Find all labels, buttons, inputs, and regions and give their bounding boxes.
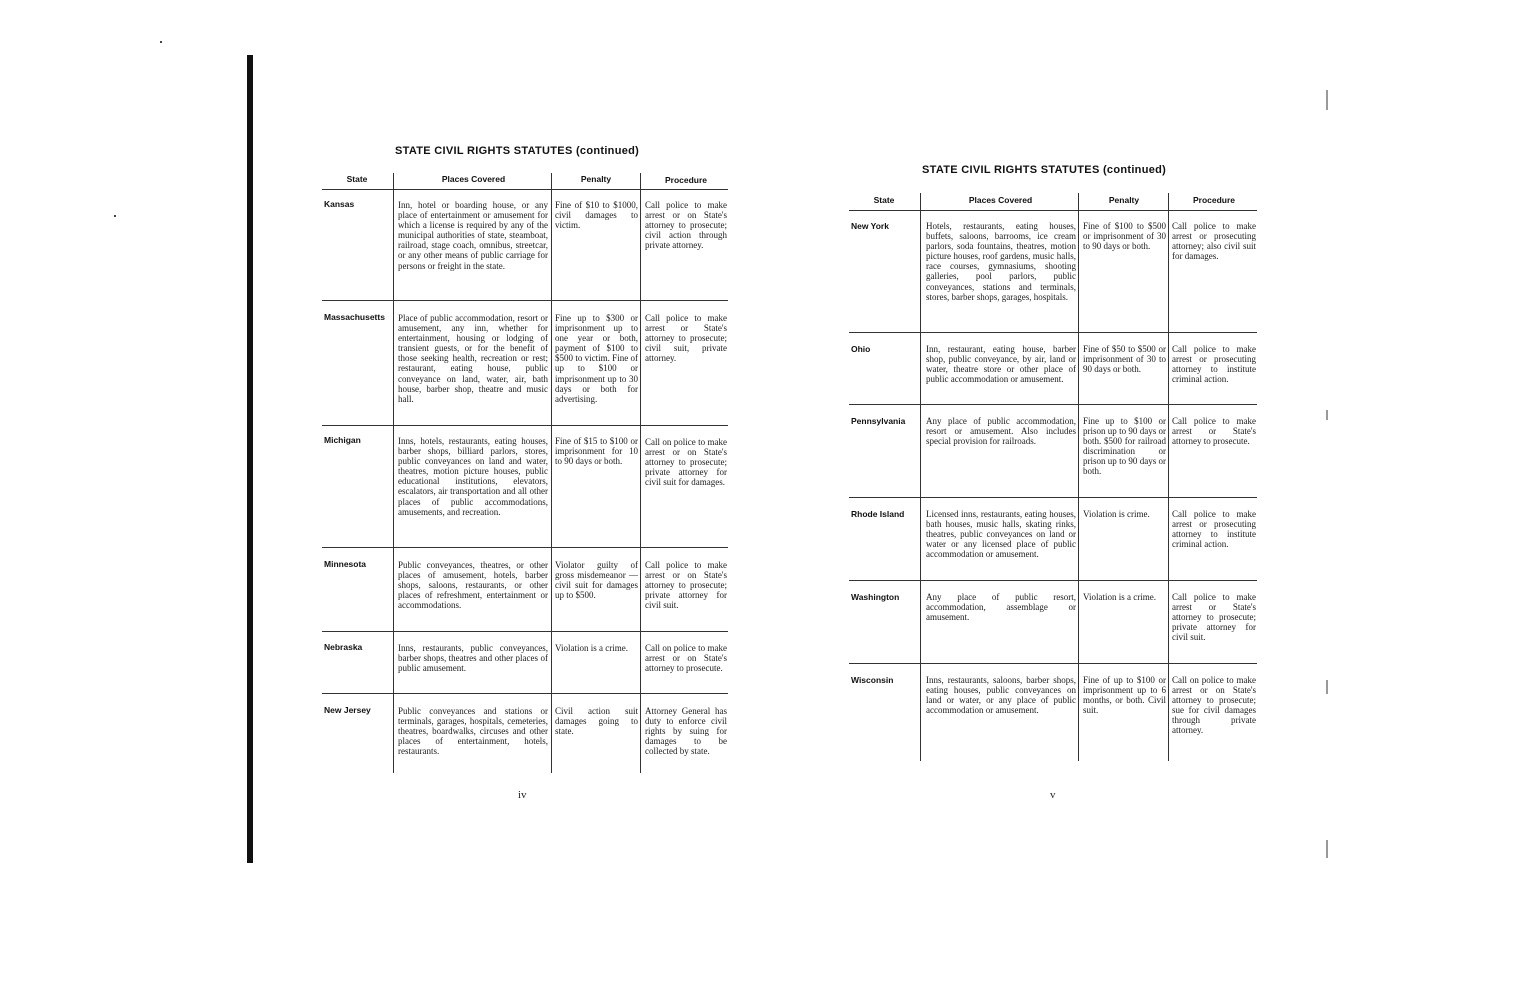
page-number: v: [1050, 789, 1056, 801]
page-edge-marks: [1326, 80, 1328, 900]
column-header-state: State: [346, 174, 368, 184]
places-covered: Hotels, restaurants, eating houses, buffets, saloons, barrooms, ice cream parlors, soda fountains, theatres, motion picture houses, roof gardens, music halls, race courses, gymnasiums, shooting galleries, pool parlors, public conveyances, stations and terminals, stores, barber shops, garages, hospitals.: [926, 221, 1076, 302]
state-name: Nebraska: [324, 642, 363, 652]
procedure: Attorney General has duty to enforce civil rights by suing for damages to be collected by state.: [645, 706, 727, 757]
state-name: New York: [851, 221, 889, 231]
scan-speck: [114, 215, 116, 217]
penalty: Violation is a crime.: [1083, 592, 1156, 602]
row-rule: [322, 425, 728, 426]
state-name: Michigan: [324, 435, 361, 445]
state-name: Rhode Island: [851, 509, 905, 519]
column-header-places: Places Covered: [968, 195, 1033, 205]
places-covered: Inns, hotels, restaurants, eating houses, barber shops, billiard parlors, stores, public conveyances on land and water, theatres, motion picture houses, public educational institutions, elevators, escalators, air transportation and all other places of public accommodations, amusements, and recreation.: [398, 436, 548, 517]
column-rule: [920, 193, 921, 761]
row-rule: [849, 497, 1257, 498]
column-rule: [640, 173, 641, 773]
column-header-procedure: Procedure: [664, 175, 708, 185]
binding-edge-shadow: [247, 55, 253, 863]
procedure: Call police to make arrest or State's attorney to prosecute; private attorney for civil suit.: [1172, 592, 1256, 643]
column-header-places: Places Covered: [441, 174, 506, 184]
places-covered: Inn, hotel or boarding house, or any place of entertainment or amusement for which a license is required by any of the municipal authorities of state, steamboat, railroad, stage coach, omnibus, streetcar, or any other means of public carriage for persons or freight in the state.: [398, 200, 548, 271]
page-title: STATE CIVIL RIGHTS STATUTES (continued): [922, 164, 1167, 176]
penalty: Fine of $50 to $500 or imprisonment of 30 to 90 days or both.: [1083, 344, 1166, 375]
places-covered: Public conveyances and stations or terminals, garages, hospitals, cemeteries, theatres, boardwalks, circuses and other places of entertainment, hotels, restaurants.: [398, 706, 548, 757]
state-name: Kansas: [324, 199, 355, 209]
procedure: Call police to make arrest or State's attorney to prosecute; civil suit, private attorney.: [645, 313, 727, 364]
procedure: Call police to make arrest or on State's attorney to prosecute; civil action through private attorney.: [645, 200, 727, 251]
procedure: Call police to make arrest or on State's attorney to prosecute; private attorney for civil suit.: [645, 560, 727, 611]
state-name: Ohio: [851, 344, 871, 354]
penalty: Fine up to $300 or imprisonment up to one year or both, payment of $100 to $500 to victim. Fine of up to $100 or imprisonment up to 30 days or both for advertising.: [555, 313, 638, 404]
places-covered: Any place of public resort, accommodation, assemblage or amusement.: [926, 592, 1076, 623]
row-rule: [849, 404, 1257, 405]
column-rule: [1168, 193, 1169, 761]
column-rule: [551, 173, 552, 773]
column-rule: [1078, 193, 1079, 761]
state-name: Massachusetts: [324, 312, 385, 322]
penalty: Civil action suit damages going to state.: [555, 706, 638, 737]
page-number: iv: [518, 789, 527, 801]
procedure: Call police to make arrest or prosecuting attorney; also civil suit for damages.: [1172, 221, 1256, 262]
scan-speck: [160, 41, 162, 43]
places-covered: Inns, restaurants, saloons, barber shops, eating houses, public conveyances on land or water, or any place of public accommodation or amusement.: [926, 675, 1076, 716]
places-covered: Place of public accommodation, resort or amusement, any inn, whether for entertainment, housing or lodging of transient guests, or for the benefit of those seeking health, recreation or rest; restaurant, eating house, public conveyance on land, water, air, bath house, barber shop, theatre and music hall.: [398, 313, 548, 404]
row-rule: [322, 631, 728, 632]
column-header-procedure: Procedure: [1192, 195, 1236, 205]
column-header-penalty: Penalty: [1108, 195, 1140, 205]
penalty: Fine of $100 to $500 or imprisonment of 30 to 90 days or both.: [1083, 221, 1166, 252]
penalty: Fine up to $100 or prison up to 90 days or both. $500 for railroad discrimination or prison up to 90 days or both.: [1083, 416, 1166, 477]
places-covered: Public conveyances, theatres, or other places of amusement, hotels, barber shops, saloons, restaurants, or other places of refreshment, entertainment or accommodations.: [398, 560, 548, 611]
procedure: Call police to make arrest or State's attorney to prosecute.: [1172, 416, 1256, 447]
state-name: Wisconsin: [851, 675, 894, 685]
column-rule: [393, 173, 394, 773]
penalty: Violator guilty of gross misdemeanor — civil suit for damages up to $500.: [555, 560, 638, 601]
places-covered: Inn, restaurant, eating house, barber shop, public conveyance, by air, land or water, theatre store or other place of public accommodation or amusement.: [926, 344, 1076, 385]
procedure: Call on police to make arrest or on State's attorney to prosecute; private attorney for civil suit for damages.: [645, 437, 727, 488]
procedure: Call on police to make arrest or on State's attorney to prosecute.: [645, 643, 727, 674]
row-rule: [322, 693, 728, 694]
row-rule: [849, 580, 1257, 581]
state-name: Washington: [851, 592, 900, 602]
penalty: Violation is crime.: [1083, 509, 1150, 519]
row-rule: [849, 663, 1257, 664]
places-covered: Inns, restaurants, public conveyances, barber shops, theatres and other places of public amusement.: [398, 643, 548, 674]
row-rule: [849, 210, 1257, 211]
column-header-state: State: [873, 195, 895, 205]
row-rule: [849, 332, 1257, 333]
row-rule: [322, 547, 728, 548]
state-name: Pennsylvania: [851, 416, 906, 426]
penalty: Fine of up to $100 or imprisonment up to 6 months, or both. Civil suit.: [1083, 675, 1166, 716]
procedure: Call police to make arrest or prosecuting attorney to institute criminal action.: [1172, 509, 1256, 550]
row-rule: [322, 189, 728, 190]
places-covered: Any place of public accommodation, resort or amusement. Also includes special provision for railroads.: [926, 416, 1076, 447]
procedure: Call on police to make arrest or on State's attorney to prosecute; sue for civil damages through private attorney.: [1172, 675, 1256, 736]
penalty: Fine of $15 to $100 or imprisonment for 10 to 90 days or both.: [555, 436, 638, 467]
state-name: Minnesota: [324, 559, 367, 569]
column-header-penalty: Penalty: [580, 174, 612, 184]
penalty: Fine of $10 to $1000, civil damages to victim.: [555, 200, 638, 231]
places-covered: Licensed inns, restaurants, eating houses, bath houses, music halls, skating rinks, theatres, public conveyances on land or water or any licensed place of public accommodation or amusement.: [926, 509, 1076, 560]
penalty: Violation is a crime.: [555, 643, 628, 653]
procedure: Call police to make arrest or prosecuting attorney to institute criminal action.: [1172, 344, 1256, 385]
row-rule: [322, 300, 728, 301]
page-title: STATE CIVIL RIGHTS STATUTES (continued): [395, 145, 640, 157]
state-name: New Jersey: [324, 705, 371, 715]
